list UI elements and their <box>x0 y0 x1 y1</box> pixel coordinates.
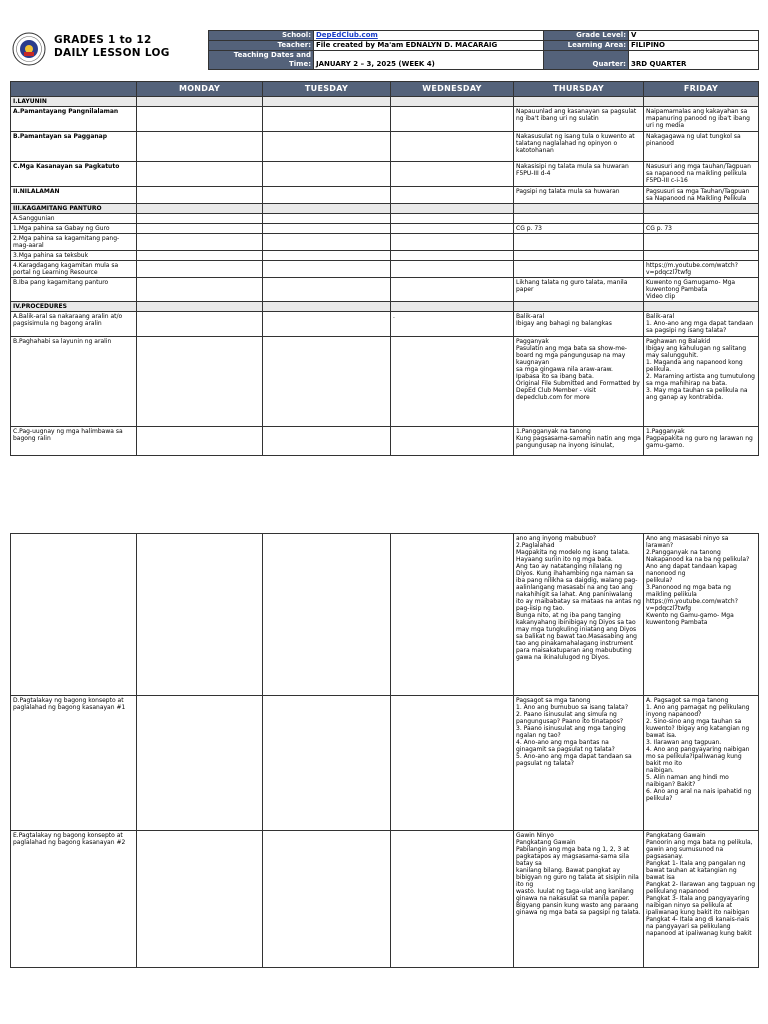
cell-text: Ano ang masasabi ninyo sa larawan? 2.Pangganyak na tanong Nakapanood ka na ba ng pelikula? Ano ang dapat tandaan kapag nanonood ng pelikula? 3.Panonood ng mga bata ng maikling pelikula https://m.youtube.com/watch?v=pdqczl7twfg Kwento ng Gamu-gamo- Mga kuwentong Pambata <box>646 535 750 626</box>
tuesday-cell <box>263 214 391 224</box>
tuesday-cell <box>263 234 391 251</box>
wednesday-cell <box>391 278 514 302</box>
wednesday-cell <box>391 696 514 831</box>
table-row <box>11 204 759 214</box>
row-label-text: E.Pagtalakay ng bagong konsepto at paglalahad ng bagong kasanayan #2 <box>13 832 126 846</box>
tuesday-cell <box>263 132 391 162</box>
deped-seal-icon <box>12 32 46 66</box>
monday-cell <box>137 261 263 278</box>
wednesday-cell <box>391 224 514 234</box>
monday-cell <box>137 97 263 107</box>
row-label-cell <box>11 187 137 204</box>
title-line2: DAILY LESSON LOG <box>54 47 170 59</box>
cell-text: Naipamamalas ang kakayahan sa mapanuring panood ng iba't ibang uri ng media <box>646 108 750 129</box>
row-label-cell <box>11 97 137 107</box>
tuesday-cell <box>263 278 391 302</box>
friday-cell <box>644 251 759 261</box>
title-line1: GRADES 1 to 12 <box>54 34 152 46</box>
row-label-cell <box>11 534 137 696</box>
row-label-cell <box>11 831 137 968</box>
monday-cell <box>137 234 263 251</box>
row-label-text: A.Balik-aral sa nakaraang aralin at/o pagsisimula ng bagong aralin <box>13 313 123 327</box>
friday-cell <box>644 234 759 251</box>
row-label-cell <box>11 302 137 312</box>
row-label-cell <box>11 132 137 162</box>
tuesday-cell <box>263 107 391 132</box>
wednesday-cell <box>391 132 514 162</box>
monday-cell <box>137 224 263 234</box>
thursday-cell <box>514 696 644 831</box>
tuesday-cell <box>263 251 391 261</box>
wednesday-cell <box>391 302 514 312</box>
thursday-cell <box>514 187 644 204</box>
table-row <box>11 302 759 312</box>
header-info-table <box>208 30 759 70</box>
monday-cell <box>137 696 263 831</box>
monday-cell <box>137 312 263 337</box>
table-row <box>11 224 759 234</box>
friday-cell <box>644 427 759 456</box>
monday-cell <box>137 162 263 187</box>
table-row <box>11 312 759 337</box>
cell-text: Nakasisipi ng talata mula sa huwaran F5PU-III d-4 <box>516 163 629 177</box>
cell-text: Nasusuri ang mga tauhan/Tagpuan sa napanood na maikling pelikula F5PD-III c-i-16 <box>646 163 751 184</box>
monday-cell <box>137 302 263 312</box>
friday-cell <box>644 261 759 278</box>
monday-cell <box>137 107 263 132</box>
tuesday-cell <box>263 204 391 214</box>
friday-cell <box>644 312 759 337</box>
friday-cell <box>644 107 759 132</box>
monday-cell <box>137 534 263 696</box>
cell-text: CG p. 73 <box>516 225 543 232</box>
cell-text: Likhang talata ng guro talata, manila paper <box>516 279 628 293</box>
friday-cell <box>644 162 759 187</box>
tuesday-cell <box>263 97 391 107</box>
row-label-cell <box>11 427 137 456</box>
cell-text: Pagsagot sa mga tanong 1. Ano ang bumubuo sa isang talata? 2. Paano isinusulat ang simula ng pangungusap? Paano ito tinatapos? 3. Paano isinusulat ang mga tanging ngalan ng tao? 4. Ano-ano ang mga bantas na ginagamit sa pagsulat ng talata? 5. Ano-ano ang mga dapat tandaan sa pagsulat ng talata? <box>516 697 632 767</box>
school-value <box>314 31 544 41</box>
day-header-tuesday: TUESDAY <box>263 82 391 97</box>
thursday-cell <box>514 534 644 696</box>
row-label-cell <box>11 696 137 831</box>
tuesday-cell <box>263 224 391 234</box>
monday-cell <box>137 278 263 302</box>
wednesday-cell <box>391 97 514 107</box>
row-label-text: III.KAGAMITANG PANTURO <box>13 205 102 212</box>
table-row <box>11 427 759 456</box>
friday-cell <box>644 278 759 302</box>
tuesday-cell <box>263 187 391 204</box>
friday-cell <box>644 696 759 831</box>
dates-value: JANUARY 2 – 3, 2025 (WEEK 4) <box>314 51 544 70</box>
monday-cell <box>137 214 263 224</box>
row-label-cell <box>11 214 137 224</box>
row-label-text: I.LAYUNIN <box>13 98 47 105</box>
cell-text: A. Pagsagot sa mga tanong 1. Ano ang pamagat ng pelikulang inyong napanood? 2. Sino-sino ang mga tauhan sa kuwento? Ibigay ang katangian ng bawat isa. 3. Ilarawan ang tagpuan. 4. Ano ang pangyayaring naibigan mo sa pelikula?Ipaliwanag kung bakit mo ito naibigan. 5. Alin naman ang hindi mo naibigan? Bakit? 6. Ano ang aral na nais ipahatid ng pelikula? <box>646 697 752 802</box>
table-row <box>11 107 759 132</box>
friday-cell <box>644 337 759 427</box>
table-row <box>11 831 759 968</box>
table-row <box>11 214 759 224</box>
day-header-friday: FRIDAY <box>644 82 759 97</box>
wednesday-cell <box>391 214 514 224</box>
row-label-cell <box>11 312 137 337</box>
friday-cell <box>644 831 759 968</box>
cell-text: 1.Pangganyak na tanong Kung pagsasama-samahin natin ang mga pangungusap na inyong isinulat, <box>516 428 641 449</box>
cell-text: Pagganyak Pasulatin ang mga bata sa show-me-board ng mga pangungusap na may kaugnayan sa mga gingawa nila araw-araw. Ipabasa ito sa ibang bata. Original File Submitted and Formatted by DepEd Club Member - visit depedclub.com for more <box>516 338 640 401</box>
row-label-text: 4.Karagdagang kagamitan mula sa portal ng Learning Resource <box>13 262 119 276</box>
friday-cell <box>644 204 759 214</box>
thursday-cell <box>514 97 644 107</box>
area-label: Learning Area: <box>544 41 629 51</box>
row-label-cell <box>11 234 137 251</box>
monday-cell <box>137 427 263 456</box>
thursday-cell <box>514 204 644 214</box>
tuesday-cell <box>263 261 391 278</box>
row-label-text: B.Iba pang kagamitang panturo <box>13 279 109 286</box>
wednesday-cell <box>391 261 514 278</box>
wednesday-cell <box>391 204 514 214</box>
wednesday-cell <box>391 162 514 187</box>
thursday-cell <box>514 427 644 456</box>
row-label-cell <box>11 278 137 302</box>
thursday-cell <box>514 278 644 302</box>
friday-cell <box>644 302 759 312</box>
wednesday-cell <box>391 187 514 204</box>
wednesday-cell <box>391 107 514 132</box>
cell-text: Pangkatang Gawain Panoorin ang mga bata ng pelikula, gawin ang sumusunod na pagsasanay. Pangkat 1- Itala ang pangalan ng bawat tauhan at katangian ng bawat isa Pangkat 2- Ilarawan ang tagpuan ng pelikulang napanood Pangkat 3- Itala ang pangyayaring naibigan ninyo sa pelikula at ipaliwanag kung bakit ito naibigan Pangkat 4- Itala ang di kanais-nais na pangyayari sa pelikulang napanood at ipaliwanag kung bakit <box>646 832 756 937</box>
wednesday-cell <box>391 427 514 456</box>
wednesday-cell <box>391 234 514 251</box>
cell-text: Kuwento ng Gamugamo- Mga kuwentong Pambata Video clip <box>646 279 736 300</box>
table-row <box>11 162 759 187</box>
row-label-text: C.Pag-uugnay ng mga halimbawa sa bagong ralin <box>13 428 123 442</box>
quarter-label: Quarter: <box>544 51 629 70</box>
cell-text: Paghawan ng Balakid Ibigay ang kahulugan ng salitang may salungguhit. 1. Maganda ang napanood kong pelikula. 2. Maraming artista ang tumutulong sa mga mahihirap na bata. 3. May mga tauhan sa pelikula na ang ganap ay kontrabida. <box>646 338 755 401</box>
thursday-cell <box>514 162 644 187</box>
cell-text: CG p. 73 <box>646 225 673 232</box>
friday-cell <box>644 132 759 162</box>
cell-text: Nakagagawa ng ulat tungkol sa pinanood <box>646 133 741 147</box>
table-row <box>11 234 759 251</box>
day-header-monday: MONDAY <box>137 82 263 97</box>
school-label: School: <box>209 31 314 41</box>
thursday-cell <box>514 234 644 251</box>
tuesday-cell <box>263 534 391 696</box>
row-label-cell <box>11 261 137 278</box>
table-row <box>11 187 759 204</box>
monday-cell <box>137 204 263 214</box>
cell-text: Pagsipi ng talata mula sa huwaran <box>516 188 620 195</box>
document-title <box>54 34 170 60</box>
friday-cell <box>644 224 759 234</box>
thursday-cell <box>514 261 644 278</box>
teacher-value: File created by Ma'am EDNALYN D. MACARAIG <box>314 41 544 51</box>
row-label-text: B.Paghahabi sa layunin ng aralin <box>13 338 112 345</box>
thursday-cell <box>514 224 644 234</box>
tuesday-cell <box>263 312 391 337</box>
dates-label: Teaching Dates and Time: <box>209 51 314 70</box>
row-label-cell <box>11 107 137 132</box>
row-label-text: II.NILALAMAN <box>13 188 60 195</box>
table-row <box>11 337 759 427</box>
row-label-text: 3.Mga pahina sa teksbuk <box>13 252 89 259</box>
friday-cell <box>644 187 759 204</box>
row-label-cell <box>11 204 137 214</box>
thursday-cell <box>514 251 644 261</box>
wednesday-cell <box>391 337 514 427</box>
thursday-cell <box>514 107 644 132</box>
tuesday-cell <box>263 337 391 427</box>
day-header-thursday: THURSDAY <box>514 82 644 97</box>
row-label-cell <box>11 251 137 261</box>
quarter-value: 3RD QUARTER <box>629 51 759 70</box>
row-label-text: 2.Mga pahina sa kagamitang pang-mag-aaral <box>13 235 120 249</box>
row-label-text: D.Pagtalakay ng bagong konsepto at paglalahad ng bagong kasanayan #1 <box>13 697 126 711</box>
cell-text: . <box>393 313 395 320</box>
monday-cell <box>137 187 263 204</box>
tuesday-cell <box>263 696 391 831</box>
friday-cell <box>644 214 759 224</box>
grade-label: Grade Level: <box>544 31 629 41</box>
table-row <box>11 132 759 162</box>
row-label-cell <box>11 337 137 427</box>
table-row <box>11 251 759 261</box>
cell-text: 1.Pagganyak Pagpapakita ng guro ng larawan ng gamu-gamo. <box>646 428 753 449</box>
row-label-text: A.Pamantayang Pangnilalaman <box>13 108 119 115</box>
cell-text: Balik-aral Ibigay ang bahagi ng balangkas <box>516 313 612 327</box>
lesson-log-table-continued <box>10 533 759 968</box>
monday-cell <box>137 337 263 427</box>
school-link[interactable]: DepEdClub.com <box>316 31 378 39</box>
row-label-text: C.Mga Kasanayan sa Pagkatuto <box>13 163 120 170</box>
row-label-text: 1.Mga pahina sa Gabay ng Guro <box>13 225 110 232</box>
day-header-wednesday: WEDNESDAY <box>391 82 514 97</box>
cell-text: Pagsusuri sa mga Tauhan/Tagpuan sa Napanood na Maikling Pelikula <box>646 188 750 202</box>
row-label-text: IV.PROCEDURES <box>13 303 67 310</box>
monday-cell <box>137 831 263 968</box>
cell-text: Nakasusulat ng isang tula o kuwento at talatang naglalahad ng opinyon o katotohanan <box>516 133 635 154</box>
cell-text: Napauunlad ang kasanayan sa pagsulat ng iba't ibang uri ng sulatin <box>516 108 637 122</box>
table-row <box>11 261 759 278</box>
row-label-cell <box>11 162 137 187</box>
tuesday-cell <box>263 427 391 456</box>
table-row <box>11 696 759 831</box>
monday-cell <box>137 251 263 261</box>
wednesday-cell <box>391 831 514 968</box>
tuesday-cell <box>263 302 391 312</box>
tuesday-cell <box>263 831 391 968</box>
tuesday-cell <box>263 162 391 187</box>
thursday-cell <box>514 132 644 162</box>
cell-text: Balik-aral 1. Ano-ano ang mga dapat tandaan sa pagsipi ng isang talata? <box>646 313 754 334</box>
cell-text: https://m.youtube.com/watch?v=pdqczl7twfg <box>646 262 738 276</box>
wednesday-cell <box>391 534 514 696</box>
thursday-cell <box>514 302 644 312</box>
wednesday-cell <box>391 312 514 337</box>
thursday-cell <box>514 312 644 337</box>
row-label-text: A.Sanggunian <box>13 215 55 222</box>
table-row <box>11 97 759 107</box>
row-label-cell <box>11 224 137 234</box>
wednesday-cell <box>391 251 514 261</box>
area-value: FILIPINO <box>629 41 759 51</box>
monday-cell <box>137 132 263 162</box>
cell-text: ano ang inyong mabubuo? 2.Paglalahad Magpakita ng modelo ng isang talata. Hayaang suriin ito ng mga bata. Ang tao ay natatanging nilalang ng Diyos. Kung ihahambing nga naman sa iba pang nilikha sa daigdig, walang pag-aalinlangang masasabi na ang tao ang nakahihigit sa lahat. Ang paniniwalang ito ay maibabatay sa mataas na antas ng pag-iisip ng tao. Bunga nito, at ng iba pang tanging kakanyahang ibinibigay ng Diyos sa tao may mga tungkuling iniatang ang Diyos sa balikat ng bawat tao.Masasabing ang tao ang pinakamahalagang instrument para maisakatuparan ang mabubuting gawa na ikinalulugod ng Diyos. <box>516 535 641 661</box>
row-label-text: B.Pamantayan sa Pagganap <box>13 133 108 140</box>
teacher-label: Teacher: <box>209 41 314 51</box>
lesson-log-table <box>10 81 759 456</box>
thursday-cell <box>514 831 644 968</box>
grade-value: V <box>629 31 759 41</box>
friday-cell <box>644 534 759 696</box>
thursday-cell <box>514 214 644 224</box>
friday-cell <box>644 97 759 107</box>
cell-text: Gawin Ninyo Pangkatang Gawain Pabilangin ang mga bata ng 1, 2, 3 at pagkatapos ay magsasama-sama sila batay sa kanilang bilang. Bawat pangkat ay bibigyan ng guro ng talata at sisipiin nila ito ng wasto. Iuulat ng taga-ulat ang kanilang ginawa na nakasulat sa manila paper. Bigyang pansin kung wasto ang paraang ginawa ng mga bata sa pagsipi ng talata. <box>516 832 641 916</box>
table-row <box>11 278 759 302</box>
thursday-cell <box>514 337 644 427</box>
corner-header-cell <box>11 82 137 97</box>
table-row <box>11 534 759 696</box>
